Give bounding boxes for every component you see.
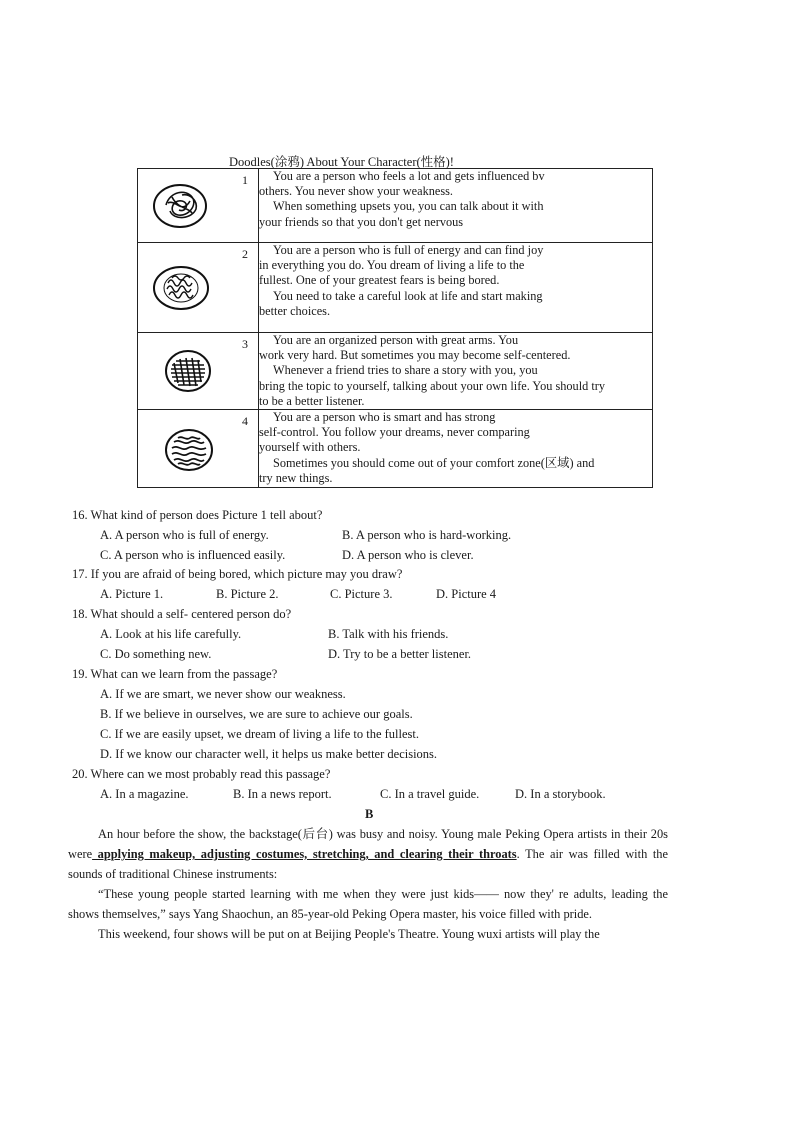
doodle-text-cell-4 [259, 410, 653, 488]
doodle-line: in everything you do. You dream of living a life to the [259, 258, 525, 273]
doodle-line: work very hard. But sometimes you may become self-centered. [259, 348, 571, 363]
doodle-line: Sometimes you should come out of your comfort zone(区域) and [273, 455, 595, 470]
question-18: 18. What should a self- centered person do? [72, 607, 292, 621]
option-19-a: A. If we are smart, we never show our weakness. [100, 687, 346, 701]
doodle-line: try new things. [259, 470, 333, 485]
doodle-number: 2 [242, 247, 248, 261]
doodle-row-4 [138, 410, 653, 488]
doodle-number: 3 [242, 337, 248, 351]
option-20-b: B. In a news report. [233, 787, 332, 801]
doodle-row-1 [138, 169, 653, 243]
option-20-d: D. In a storybook. [515, 787, 606, 801]
passage-paragraph-1 [68, 824, 668, 884]
doodle-line: You are a person who is smart and has strong [273, 410, 496, 425]
doodle-picture-cell-4 [138, 410, 259, 488]
question-19: 19. What can we learn from the passage? [72, 667, 278, 681]
option-19-d: D. If we know our character well, it helps us make better decisions. [100, 747, 438, 761]
doodle-row-3 [138, 333, 653, 410]
passage-paragraph-3: This weekend, four shows will be put on at Beijing People's Theatre. Young wuxi artists will play the [98, 927, 600, 941]
question-16: 16. What kind of person does Picture 1 tell about? [72, 508, 323, 522]
option-19-b: B. If we believe in ourselves, we are sure to achieve our goals. [100, 707, 413, 721]
passage-highlighted-phrase: applying makeup, adjusting costumes, stretching, and clearing their throats [92, 847, 517, 861]
doodle-table [137, 168, 653, 488]
option-16-c: C. A person who is influenced easily. [100, 548, 286, 562]
passage-p1-text: An hour before the show, the backstage(后台) was busy and noisy. Young male Peking Opera artists in their 20s were [68, 827, 668, 861]
doodle-1-icon [152, 183, 208, 229]
option-18-b: B. Talk with his friends. [328, 627, 449, 641]
doodle-text-cell-2 [259, 243, 653, 333]
option-17-d: D. Picture 4 [436, 587, 497, 601]
doodle-line: self-control. You follow your dreams, never comparing [259, 425, 530, 440]
doodle-line: bring the topic to yourself, talking about your own life. You should try [259, 378, 605, 393]
doodle-3-icon [164, 349, 212, 393]
doodle-line: When something upsets you, you can talk about it with [273, 199, 544, 214]
doodle-line: Whenever a friend tries to share a story with you, you [273, 363, 538, 378]
doodle-line: to be a better listener. [259, 393, 365, 408]
option-16-b: B. A person who is hard-working. [342, 528, 512, 542]
question-17: 17. If you are afraid of being bored, which picture may you draw? [72, 567, 403, 581]
doodle-line: your friends so that you don't get nervous [259, 214, 464, 229]
option-17-c: C. Picture 3. [330, 587, 393, 601]
doodle-line: others. You never show your weakness. [259, 184, 453, 199]
doodle-row-2 [138, 243, 653, 333]
option-17-b: B. Picture 2. [216, 587, 279, 601]
doodle-picture-cell-2 [138, 243, 259, 333]
doodle-line: You need to take a careful look at life and start making [273, 288, 543, 303]
doodle-line: yourself with others. [259, 440, 361, 455]
doodle-picture-cell-3 [138, 333, 259, 410]
passage-paragraph-2: “These young people started learning with me when they were just kids—— now they' re adults, leading the shows themselves,” says Yang Shaochun, an 85-year-old Peking Opera master, his voice filled with pride. [68, 887, 668, 921]
doodle-line: You are a person who is full of energy and can find joy [273, 243, 544, 257]
doodle-line: better choices. [259, 303, 331, 318]
table-title: Doodles(涂鸦) About Your Character(性格)! [229, 155, 454, 169]
section-b-label: B [365, 807, 374, 821]
option-18-a: A. Look at his life carefully. [100, 627, 242, 641]
doodle-4-icon [164, 428, 214, 472]
doodle-line: You are a person who feels a lot and gets influenced bv [273, 169, 545, 183]
option-17-a: A. Picture 1. [100, 587, 164, 601]
option-20-c: C. In a travel guide. [380, 787, 480, 801]
doodle-line: fullest. One of your greatest fears is being bored. [259, 273, 500, 288]
option-16-d: D. A person who is clever. [342, 548, 474, 562]
option-19-c: C. If we are easily upset, we dream of living a life to the fullest. [100, 727, 419, 741]
doodle-text-cell-1 [259, 169, 653, 243]
passage-p1-end: . The air was filled with the sounds of traditional Chinese instruments: [68, 847, 668, 881]
option-20-a: A. In a magazine. [100, 787, 189, 801]
reading-passage-b [68, 824, 668, 944]
doodle-2-icon [152, 265, 210, 311]
doodle-line: You are an organized person with great arms. You [273, 333, 519, 347]
question-20: 20. Where can we most probably read this passage? [72, 767, 331, 781]
option-18-c: C. Do something new. [100, 647, 212, 661]
doodle-text-cell-3 [259, 333, 653, 410]
option-18-d: D. Try to be a better listener. [328, 647, 472, 661]
doodle-picture-cell-1 [138, 169, 259, 243]
doodle-number: 4 [242, 414, 248, 429]
option-16-a: A. A person who is full of energy. [100, 528, 269, 542]
doodle-number: 1 [242, 173, 248, 187]
